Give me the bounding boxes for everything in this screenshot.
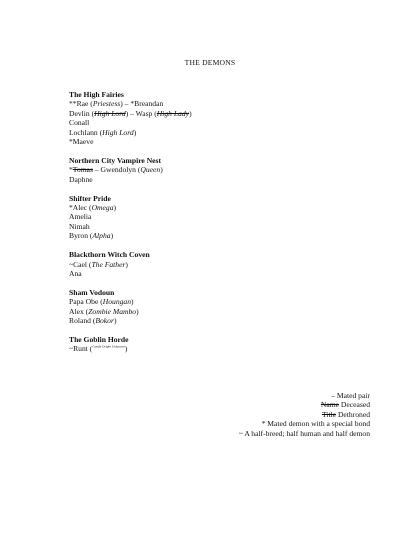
- section-heading: Blackthorn Witch Coven: [69, 250, 150, 260]
- superscript-note: Goods Origin Unknown: [92, 344, 125, 349]
- list-item: Papa Obe (Houngan): [69, 297, 134, 307]
- section-witch-coven: [69, 250, 369, 278]
- list-item: *Tomas – Gwendolyn (Queen): [69, 165, 163, 175]
- section-vampire-nest: [69, 156, 369, 184]
- section-shifter-pride: [69, 194, 369, 241]
- legend-special-bond: * Mated demon with a special bond: [261, 419, 370, 429]
- section-heading: Shifter Pride: [69, 193, 111, 203]
- section-heading: Sham Vodoun: [69, 287, 115, 297]
- list-item: Daphne: [69, 174, 93, 184]
- document-title: THE DEMONS: [184, 58, 236, 67]
- legend: [239, 391, 370, 438]
- list-item: Byron (Alpha): [69, 231, 114, 241]
- legend-half-breed: ~ A half-breed; half human and half demon: [238, 428, 370, 438]
- document-body: [69, 90, 369, 363]
- section-sham-vodoun: [69, 288, 369, 326]
- section-goblin-horde: [69, 335, 369, 354]
- list-item: Nimah: [69, 221, 90, 231]
- list-item: Ana: [69, 269, 82, 278]
- section-high-fairies: [69, 90, 369, 146]
- legend-deceased: Name Deceased: [320, 400, 370, 410]
- list-item: Devlin (High Lord) – Wasp (High Lady): [69, 108, 192, 118]
- list-item: **Rae (Priestess) – *Breandan: [69, 99, 164, 109]
- section-heading: Northern City Vampire Nest: [69, 155, 162, 165]
- list-item: Roland (Bokor): [69, 316, 117, 326]
- section-heading: The High Fairies: [69, 90, 124, 99]
- list-item: ~Runt ($^{Goods Origin Unknown}$): [69, 344, 128, 354]
- list-item: Amelia: [69, 212, 92, 222]
- list-item: Lochlann (High Lord): [69, 127, 137, 137]
- list-item: ~Cael (The Father): [69, 259, 128, 269]
- list-item: Conall: [69, 118, 90, 128]
- list-item: *Alec (Omega): [69, 203, 117, 213]
- legend-dethroned: Title Dethroned: [321, 409, 370, 419]
- list-item: Alex (Zombie Mambo): [69, 306, 139, 316]
- section-heading: The Goblin Horde: [69, 335, 129, 345]
- list-item: *Maeve: [69, 137, 94, 147]
- legend-mated-pair: – Mated pair: [331, 391, 370, 400]
